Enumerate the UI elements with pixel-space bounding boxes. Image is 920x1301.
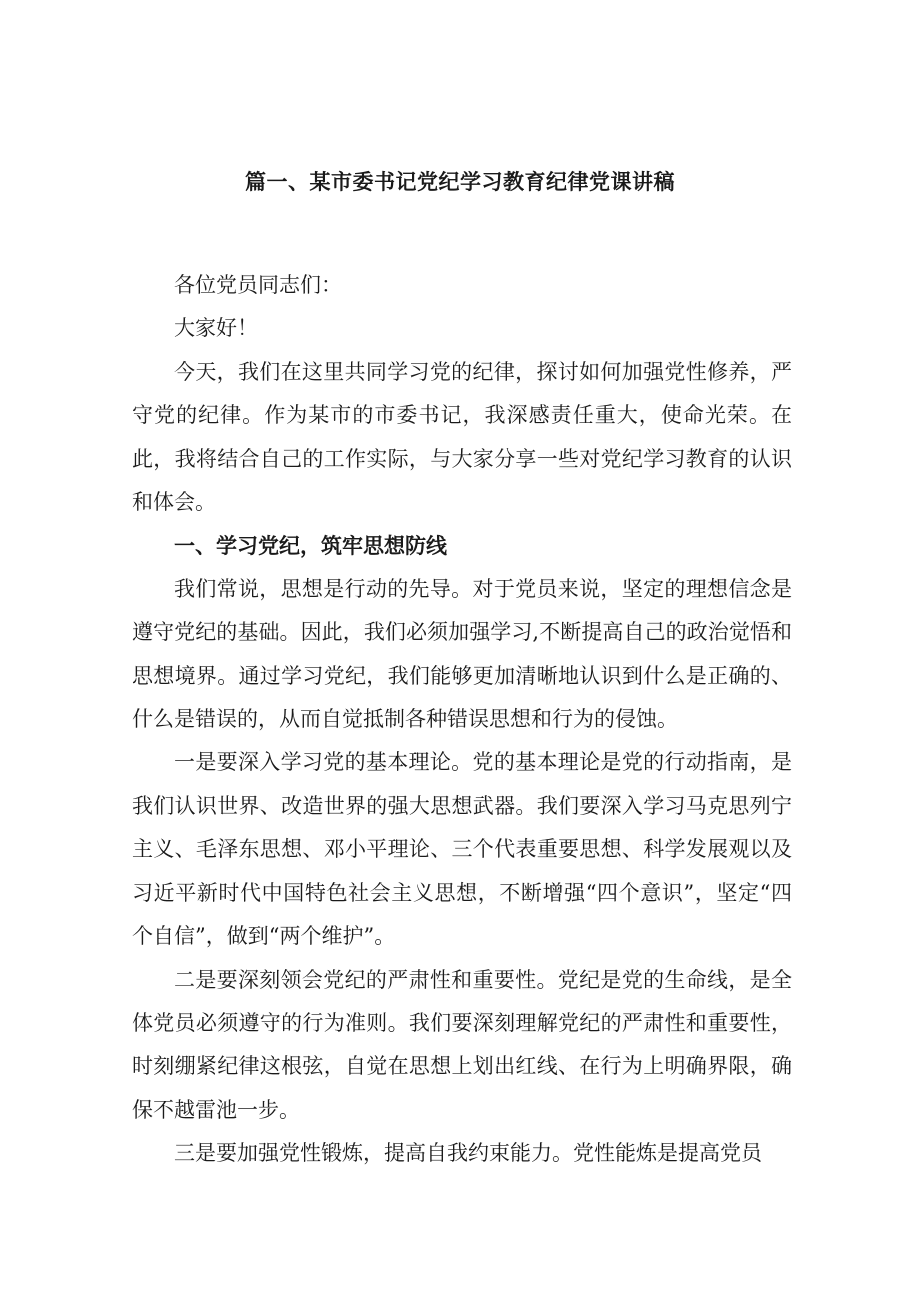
greeting-paragraph: 各位党员同志们：: [174, 273, 342, 297]
body-paragraph: 我们常说，思想是行动的先导。对于党员来说，坚定的理想信念是遵守党纪的基础。因此，我们必须加强学习,不断提高自己的政治觉悟和思想境界。通过学习党纪，我们能够更加清晰地认识到什么是正确的、什么是错误的，从而自觉抵制各种错误思想和行为的侵蚀。: [132, 576, 792, 732]
body-paragraph: 二是要深刻领会党纪的严肃性和重要性。党纪是党的生命线，是全体党员必须遵守的行为准则。我们要深刻理解党纪的严肃性和重要性，时刻绷紧纪律这根弦，自觉在思想上划出红线、在行为上明确界限，确保不越雷池一步。: [132, 967, 792, 1122]
section-heading: 一、学习党纪，筑牢思想防线: [174, 533, 447, 559]
intro-paragraph: 今天，我们在这里共同学习党的纪律，探讨如何加强党性修养，严守党的纪律。作为某市的市委书记，我深感责任重大，使命光荣。在此，我将结合自己的工作实际，与大家分享一些对党纪学习教育的认识和体会。: [132, 359, 792, 515]
salutation-paragraph: 大家好！: [174, 316, 258, 341]
document-body: [132, 264, 792, 1176]
body-paragraph: 三是要加强党性锻炼，提高自我约束能力。党性能炼是提高党员: [174, 1141, 762, 1166]
body-paragraph: 一是要深入学习党的基本理论。党的基本理论是党的行动指南，是我们认识世界、改造世界的强大思想武器。我们要深入学习马克思列宁主义、毛泽东思想、邓小平理论、三个代表重要思想、科学发展观以及习近平新时代中国特色社会主义思想，不断增强“四个意识”，坚定“四个自信”，做到“两个维护”。: [132, 750, 792, 949]
document-title: 篇一、某市委书记党纪学习教育纪律党课讲稿: [245, 169, 675, 194]
